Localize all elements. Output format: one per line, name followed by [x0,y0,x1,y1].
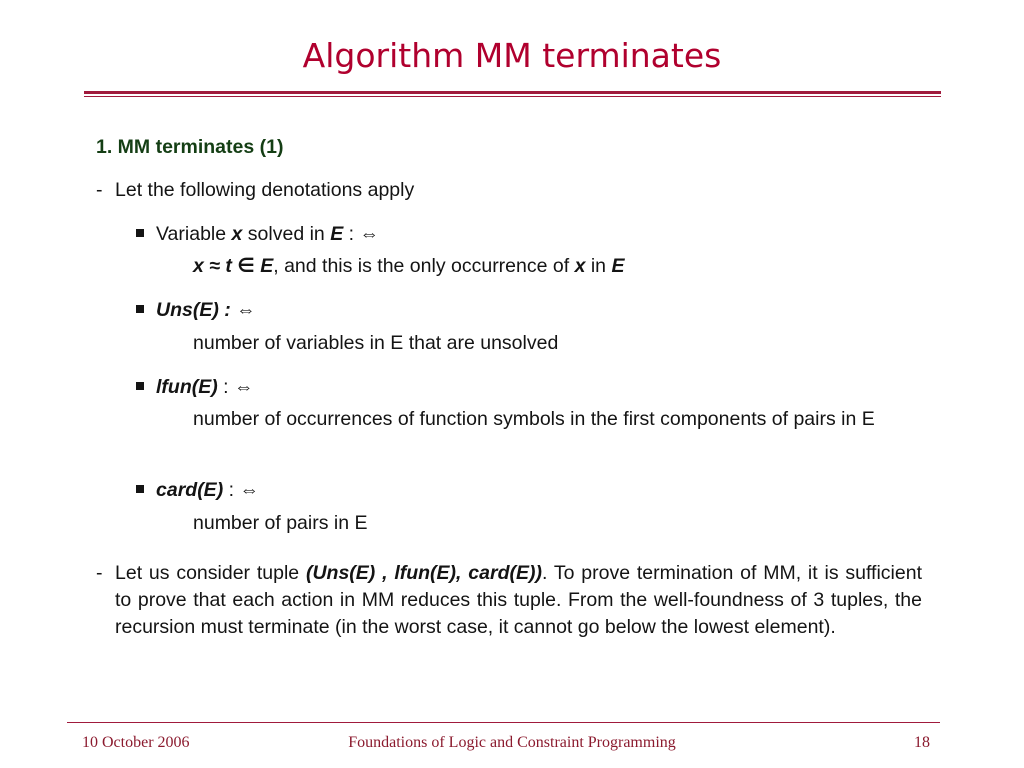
equivalence-symbol: : ⇔ [343,223,379,245]
element-of-symbol: ∈ [231,255,261,277]
equivalence-symbol: : ⇔ [217,376,254,398]
dash-marker: - [96,179,103,201]
definition-uns: number of variables in E that are unsolved [193,332,559,354]
footer-page-number: 18 [914,734,930,751]
square-bullet-icon [136,382,144,390]
bullet-uns [136,297,256,324]
definition-solved-variable: x ≈ t ∈ E, and this is the only occurrence of x in E [193,255,625,277]
term-x: x [231,223,243,245]
term-card: card(E) [156,479,224,501]
definition-lfun: number of occurrences of function symbols in the first components of pairs in E [193,408,875,430]
bullet-solved-variable: Variable x solved in E : ⇔ [136,221,379,248]
title-divider-thin [84,96,941,97]
term-e: E [330,223,344,245]
equivalence-symbol: : ⇔ [223,479,259,501]
section-heading: 1. MM terminates (1) [96,136,284,158]
square-bullet-icon [136,305,144,313]
intro-line [96,177,414,204]
title-divider [84,91,941,94]
footer-course-title: Foundations of Logic and Constraint Programming [348,734,676,751]
tuple-term: (Uns(E) , lfun(E), card(E)) [305,562,542,584]
square-bullet-icon [136,485,144,493]
dash-marker: - [96,562,103,584]
bullet-lfun [136,374,254,401]
square-bullet-icon [136,229,144,237]
equivalence-symbol: ⇔ [230,299,256,321]
slide-title: Algorithm MM terminates [302,36,722,75]
bullet-card [136,477,259,504]
definition-card: number of pairs in E [193,512,368,534]
term-lfun: lfun(E) [156,376,218,398]
conclusion-text: Let us consider tuple (Uns(E) , lfun(E), card(E)). To prove termination of MM, it is sufficient to prove that each action in MM reduces this tuple. From the well-foundness of 3 tuples, the recursion must terminate (in the worst case, it cannot go below the lowest element). [115,562,922,638]
term-uns: Uns(E) : [156,299,231,321]
footer-date: 10 October 2006 [82,734,190,751]
intro-text: Let the following denotations apply [115,179,415,201]
footer-divider [67,722,940,723]
